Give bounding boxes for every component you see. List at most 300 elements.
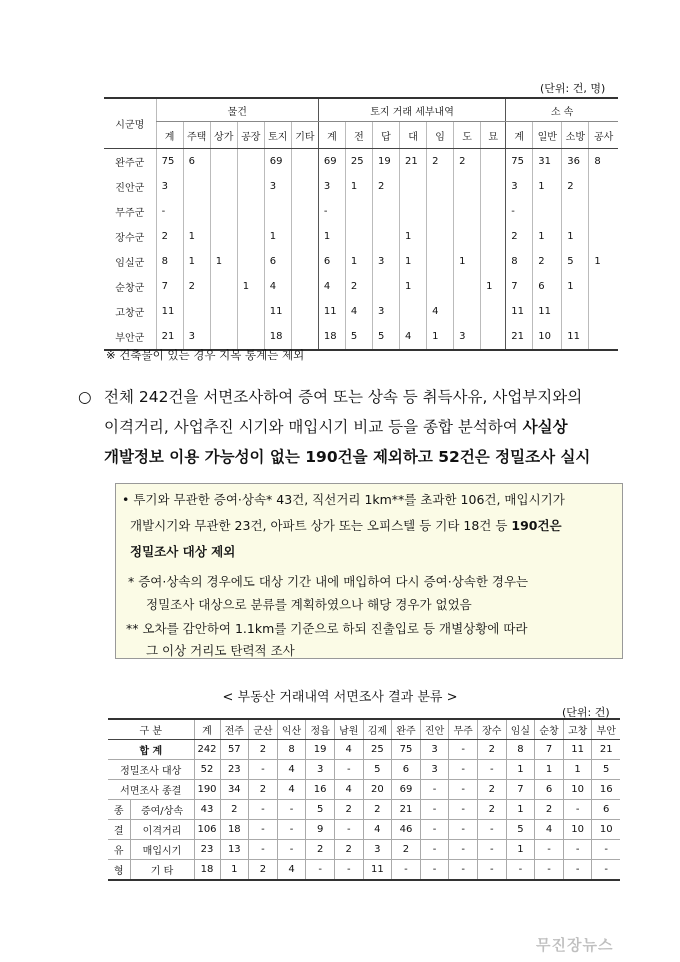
paragraph-line-2-text: 이격거리, 사업추진 시기와 매입시기 비교 등을 종합 분석하여 bbox=[104, 418, 523, 436]
table2-cell: - bbox=[592, 860, 620, 881]
table1-cell: 2 bbox=[183, 274, 210, 299]
table1-row-name: 고창군 bbox=[115, 308, 145, 319]
table1-cell: 19 bbox=[372, 149, 399, 175]
table2-cell: 10 bbox=[563, 780, 592, 800]
table1-cell bbox=[291, 199, 318, 224]
table1-cell: 18 bbox=[318, 324, 345, 350]
table1-cell: 11 bbox=[533, 299, 562, 324]
table-row bbox=[104, 199, 618, 224]
table1-cell: 11 bbox=[264, 299, 291, 324]
table2-cell: 2 bbox=[334, 800, 363, 820]
table1-cell: 4 bbox=[318, 274, 345, 299]
table1-cell bbox=[589, 274, 618, 299]
table2-cell: 2 bbox=[392, 840, 421, 860]
table2-cell: - bbox=[420, 820, 449, 840]
table2-cell: 21 bbox=[592, 740, 620, 760]
table2-header-10: 무주 bbox=[449, 719, 478, 740]
table2-cell: - bbox=[449, 860, 478, 881]
table2-group-letter: 형 bbox=[108, 860, 130, 881]
table2-caption: < 부동산 거래내역 서면조사 결과 분류 > bbox=[222, 690, 458, 705]
table2-cell: - bbox=[334, 760, 363, 780]
table1-cell: 3 bbox=[372, 299, 399, 324]
table2-cell: - bbox=[449, 820, 478, 840]
table1-unit: (단위: 건, 명) bbox=[540, 82, 606, 95]
table1-subheader-2: 상가 bbox=[210, 122, 237, 149]
table1-cell bbox=[210, 174, 237, 199]
table1-cell bbox=[589, 299, 618, 324]
table-row bbox=[104, 299, 618, 324]
table2-header-12: 임실 bbox=[506, 719, 535, 740]
table1-cell: 1 bbox=[183, 224, 210, 249]
table2-cell: 1 bbox=[535, 760, 564, 780]
table1-cell: 31 bbox=[533, 149, 562, 175]
table1-cell: 10 bbox=[533, 324, 562, 350]
table1-cell bbox=[481, 199, 506, 224]
table1-cell bbox=[237, 174, 264, 199]
table2-header-2: 전주 bbox=[220, 719, 249, 740]
table1-cell: 3 bbox=[318, 174, 345, 199]
table1-cell bbox=[427, 224, 454, 249]
table1-row-name: 순창군 bbox=[115, 283, 145, 294]
table1-cell bbox=[237, 149, 264, 175]
table2-cell: 13 bbox=[220, 840, 249, 860]
table1-cell bbox=[210, 299, 237, 324]
paragraph-line-3: 개발정보 이용 가능성이 없는 190건을 제외하고 52건은 정밀조사 실시 bbox=[104, 448, 591, 466]
table2-header-9: 진안 bbox=[420, 719, 449, 740]
table2-cell: 18 bbox=[194, 860, 220, 881]
table1-cell: 18 bbox=[264, 324, 291, 350]
table1-cell: 7 bbox=[156, 274, 183, 299]
table1-cell bbox=[237, 249, 264, 274]
table1-cell: 69 bbox=[264, 149, 291, 175]
table1-sub-header bbox=[104, 122, 618, 149]
table1-cell: 1 bbox=[427, 324, 454, 350]
table1-cell: 5 bbox=[345, 324, 372, 350]
box-note-2a: ** 오차를 감안하여 1.1km를 기준으로 하되 진출입로 등 개별상황에 따라 bbox=[126, 621, 528, 636]
table2-group-letter: 유 bbox=[108, 840, 130, 860]
table1-cell: 6 bbox=[318, 249, 345, 274]
table2-cell: - bbox=[249, 820, 278, 840]
table-row bbox=[108, 840, 620, 860]
table2-cell: - bbox=[249, 760, 278, 780]
table1-subheader-15: 소방 bbox=[562, 122, 589, 149]
table1-cell bbox=[454, 274, 481, 299]
table1-cell bbox=[454, 224, 481, 249]
table2-cell: 1 bbox=[220, 860, 249, 881]
table1-subheader-6: 계 bbox=[318, 122, 345, 149]
table1-cell: 1 bbox=[533, 174, 562, 199]
table1-group-0: 물건 bbox=[156, 98, 318, 122]
table1-row-name: 부안군 bbox=[115, 333, 145, 344]
table2-cell: 57 bbox=[220, 740, 249, 760]
table1-cell bbox=[562, 299, 589, 324]
table1-cell: 8 bbox=[506, 249, 533, 274]
box-line-3: 정밀조사 대상 제외 bbox=[130, 544, 236, 559]
table2-cell: 25 bbox=[363, 740, 392, 760]
table2-cell: 2 bbox=[535, 800, 564, 820]
box-line-2-text: 개발시기와 무관한 23건, 아파트 상가 또는 오피스텔 등 기타 18건 등 bbox=[130, 518, 512, 533]
table2-cell: 2 bbox=[334, 840, 363, 860]
table2-subrow-label: 증여/상속 bbox=[130, 800, 194, 820]
box-note-1a: * 증여·상속의 경우에도 대상 기간 내에 매입하여 다시 증여·상속한 경우는 bbox=[128, 574, 529, 589]
table1-subheader-0: 계 bbox=[156, 122, 183, 149]
table1-cell: 1 bbox=[264, 224, 291, 249]
table1-cell: 1 bbox=[183, 249, 210, 274]
table1-cell: 2 bbox=[454, 149, 481, 175]
table1-cell: 11 bbox=[156, 299, 183, 324]
table1-parcel-stats bbox=[104, 97, 618, 351]
table1-cell bbox=[589, 324, 618, 350]
table2-cell: 4 bbox=[277, 780, 306, 800]
table2-group-letter: 종 bbox=[108, 800, 130, 820]
table1-cell: 6 bbox=[183, 149, 210, 175]
table2-cell: 6 bbox=[392, 760, 421, 780]
table1-row-name: 무주군 bbox=[115, 208, 145, 219]
table2-cell: - bbox=[563, 840, 592, 860]
table1-cell: 4 bbox=[400, 324, 427, 350]
table1-cell bbox=[481, 249, 506, 274]
table2-row-label: 서면조사 종결 bbox=[108, 780, 194, 800]
table2-cell: - bbox=[420, 840, 449, 860]
table2-cell: 2 bbox=[477, 740, 506, 760]
table1-subheader-1: 주택 bbox=[183, 122, 210, 149]
table2-cell: - bbox=[449, 840, 478, 860]
table1-subheader-16: 공사 bbox=[589, 122, 618, 149]
table1-cell: 5 bbox=[372, 324, 399, 350]
table1-cell bbox=[183, 299, 210, 324]
table1-cell: 11 bbox=[506, 299, 533, 324]
table2-cell: 1 bbox=[506, 840, 535, 860]
box-note-1b: 정밀조사 대상으로 분류를 계획하였으나 해당 경우가 없었음 bbox=[146, 597, 472, 612]
table2-cell: - bbox=[592, 840, 620, 860]
table-row bbox=[104, 174, 618, 199]
table1-cell: 75 bbox=[506, 149, 533, 175]
table1-cell: 2 bbox=[156, 224, 183, 249]
table2-cell: 7 bbox=[535, 740, 564, 760]
table-row bbox=[108, 820, 620, 840]
table2-cell: 23 bbox=[194, 840, 220, 860]
table2-cell: 2 bbox=[249, 740, 278, 760]
table2-cell: 1 bbox=[506, 760, 535, 780]
table2-cell: 18 bbox=[220, 820, 249, 840]
table2-unit: (단위: 건) bbox=[562, 706, 610, 719]
table1-row-name: 임실군 bbox=[115, 258, 145, 269]
table1-cell bbox=[372, 274, 399, 299]
table2-cell: 11 bbox=[563, 740, 592, 760]
table1-cell bbox=[589, 174, 618, 199]
table1-cell bbox=[237, 224, 264, 249]
watermark: 무진장뉴스 bbox=[536, 936, 614, 954]
table2-cell: 7 bbox=[506, 780, 535, 800]
table1-cell bbox=[345, 199, 372, 224]
table2-cell: - bbox=[277, 840, 306, 860]
table2-header-14: 고창 bbox=[563, 719, 592, 740]
table2-cell: 10 bbox=[592, 820, 620, 840]
table1-cell bbox=[562, 199, 589, 224]
table2-cell: 5 bbox=[306, 800, 335, 820]
table2-cell: - bbox=[477, 840, 506, 860]
table2-header-4: 익산 bbox=[277, 719, 306, 740]
table2-subrow-label: 기 타 bbox=[130, 860, 194, 881]
table2-cell: 5 bbox=[506, 820, 535, 840]
table2-cell: 43 bbox=[194, 800, 220, 820]
table1-cell: 4 bbox=[345, 299, 372, 324]
table2-cell: - bbox=[334, 820, 363, 840]
table2-cell: - bbox=[420, 800, 449, 820]
table2-header-5: 정읍 bbox=[306, 719, 335, 740]
table1-cell: 4 bbox=[427, 299, 454, 324]
table1-cell: 1 bbox=[345, 174, 372, 199]
table1-cell: 1 bbox=[318, 224, 345, 249]
table1-cell: 1 bbox=[533, 224, 562, 249]
table1-cell bbox=[372, 224, 399, 249]
table2-cell: 2 bbox=[249, 780, 278, 800]
table1-cell bbox=[264, 199, 291, 224]
paragraph-line-2-bold: 사실상 bbox=[522, 418, 568, 436]
table2-cell: 3 bbox=[420, 740, 449, 760]
table2-cell: - bbox=[249, 800, 278, 820]
table2-cell: 4 bbox=[277, 760, 306, 780]
box-line-2-bold: 190건은 bbox=[511, 518, 562, 533]
table1-cell bbox=[291, 299, 318, 324]
table1-cell: 1 bbox=[237, 274, 264, 299]
table1-cell bbox=[400, 174, 427, 199]
table1-cell: 7 bbox=[506, 274, 533, 299]
table-row bbox=[104, 249, 618, 274]
table1-cell: 21 bbox=[156, 324, 183, 350]
table2-cell: 3 bbox=[306, 760, 335, 780]
table1-cell: 2 bbox=[506, 224, 533, 249]
table1-note: ※ 건축물이 있는 경우 지목 통계는 제외 bbox=[106, 348, 305, 362]
table1-cell: 21 bbox=[506, 324, 533, 350]
table1-cell bbox=[481, 324, 506, 350]
table1-subheader-5: 기타 bbox=[291, 122, 318, 149]
table2-row-label: 정밀조사 대상 bbox=[108, 760, 194, 780]
table2-cell: 2 bbox=[477, 780, 506, 800]
table2-cell: - bbox=[306, 860, 335, 881]
table2-cell: - bbox=[420, 860, 449, 881]
table1-cell: 2 bbox=[372, 174, 399, 199]
table2-cell: - bbox=[506, 860, 535, 881]
table1-cell: 1 bbox=[562, 224, 589, 249]
table2-cell: 1 bbox=[506, 800, 535, 820]
table1-cell: 3 bbox=[454, 324, 481, 350]
table2-cell: 2 bbox=[220, 800, 249, 820]
table1-cell bbox=[210, 274, 237, 299]
table2-subrow-label: 이격거리 bbox=[130, 820, 194, 840]
table1-subheader-3: 공장 bbox=[237, 122, 264, 149]
table1-cell: 1 bbox=[400, 249, 427, 274]
table1-cell: 8 bbox=[156, 249, 183, 274]
table-row bbox=[108, 760, 620, 780]
table2-group-letter: 결 bbox=[108, 820, 130, 840]
table2-header-0: 구 분 bbox=[108, 719, 194, 740]
table1-cell bbox=[400, 299, 427, 324]
table2-cell: 4 bbox=[334, 740, 363, 760]
table1-cell bbox=[454, 199, 481, 224]
paragraph-line-1: 전체 242건을 서면조사하여 증여 또는 상속 등 취득사유, 사업부지와의 bbox=[104, 388, 583, 406]
table2-cell: 5 bbox=[363, 760, 392, 780]
table1-cell: 2 bbox=[427, 149, 454, 175]
table2-cell: - bbox=[277, 820, 306, 840]
table1-cell bbox=[481, 149, 506, 175]
table1-row-name: 진안군 bbox=[115, 183, 145, 194]
table1-row-name: 완주군 bbox=[115, 158, 145, 169]
table1-cell bbox=[427, 249, 454, 274]
table2-cell: 10 bbox=[563, 820, 592, 840]
table1-cell bbox=[454, 174, 481, 199]
box-note-2b: 그 이상 거리도 탄력적 조사 bbox=[146, 643, 295, 658]
table1-cell bbox=[345, 224, 372, 249]
table2-header-15: 부안 bbox=[592, 719, 620, 740]
table2-cell: 16 bbox=[306, 780, 335, 800]
table2-cell: 6 bbox=[592, 800, 620, 820]
table2-cell: - bbox=[420, 780, 449, 800]
table1-cell bbox=[427, 174, 454, 199]
table1-cell: 1 bbox=[562, 274, 589, 299]
table2-header-3: 군산 bbox=[249, 719, 278, 740]
table2-cell: 46 bbox=[392, 820, 421, 840]
table-row bbox=[108, 740, 620, 760]
table1-cell: 1 bbox=[589, 249, 618, 274]
table1-cell: 3 bbox=[156, 174, 183, 199]
table2-cell: 34 bbox=[220, 780, 249, 800]
table1-group-1: 토지 거래 세부내역 bbox=[318, 98, 505, 122]
table1-cell: 8 bbox=[589, 149, 618, 175]
table1-cell bbox=[589, 199, 618, 224]
table2-cell: - bbox=[249, 840, 278, 860]
table1-cell bbox=[372, 199, 399, 224]
table1-cell bbox=[481, 174, 506, 199]
table1-cell: 25 bbox=[345, 149, 372, 175]
table1-cell: 5 bbox=[562, 249, 589, 274]
table2-cell: 9 bbox=[306, 820, 335, 840]
table2-cell: 8 bbox=[506, 740, 535, 760]
table2-cell: 6 bbox=[535, 780, 564, 800]
table1-cell bbox=[237, 199, 264, 224]
table1-subheader-8: 답 bbox=[372, 122, 399, 149]
table1-cell: 1 bbox=[454, 249, 481, 274]
table1-cell bbox=[533, 199, 562, 224]
table2-header-6: 남원 bbox=[334, 719, 363, 740]
table2-cell: 5 bbox=[592, 760, 620, 780]
table2-cell: - bbox=[334, 860, 363, 881]
table2-cell: 4 bbox=[363, 820, 392, 840]
table2-cell: 3 bbox=[420, 760, 449, 780]
table2-subrow-label: 매입시기 bbox=[130, 840, 194, 860]
table1-row-name: 장수군 bbox=[115, 233, 145, 244]
table2-cell: 20 bbox=[363, 780, 392, 800]
table2-header-1: 계 bbox=[194, 719, 220, 740]
table1-cell: 2 bbox=[345, 274, 372, 299]
table2-cell: 2 bbox=[249, 860, 278, 881]
table1-cell bbox=[427, 199, 454, 224]
table2-cell: 52 bbox=[194, 760, 220, 780]
table1-subheader-13: 계 bbox=[506, 122, 533, 149]
box-line-2 bbox=[130, 516, 562, 534]
table1-cell: 1 bbox=[345, 249, 372, 274]
table2-cell: 16 bbox=[592, 780, 620, 800]
table1-cell: 1 bbox=[400, 224, 427, 249]
table2-cell: 8 bbox=[277, 740, 306, 760]
table1-cell: 3 bbox=[372, 249, 399, 274]
table2-cell: 21 bbox=[392, 800, 421, 820]
table1-cell bbox=[427, 274, 454, 299]
table2-cell: 69 bbox=[392, 780, 421, 800]
table2-cell: 2 bbox=[477, 800, 506, 820]
table1-cell: 3 bbox=[183, 324, 210, 350]
paragraph-bullet: ○ bbox=[78, 388, 92, 406]
table2-header-8: 완주 bbox=[392, 719, 421, 740]
table1-cell bbox=[454, 299, 481, 324]
table1-subheader-10: 임 bbox=[427, 122, 454, 149]
table1-cell: - bbox=[506, 199, 533, 224]
table2-cell: - bbox=[563, 800, 592, 820]
table1-cell bbox=[481, 224, 506, 249]
table1-cell: - bbox=[156, 199, 183, 224]
table1-cell: 4 bbox=[264, 274, 291, 299]
table1-cell: - bbox=[318, 199, 345, 224]
table1-cell bbox=[291, 174, 318, 199]
table2-cell: - bbox=[449, 740, 478, 760]
table1-cell: 3 bbox=[506, 174, 533, 199]
table1-cell: 6 bbox=[533, 274, 562, 299]
table1-subheader-4: 토지 bbox=[264, 122, 291, 149]
table2-header-11: 장수 bbox=[477, 719, 506, 740]
table-row bbox=[104, 149, 618, 175]
table1-cell bbox=[400, 199, 427, 224]
table1-cell bbox=[183, 174, 210, 199]
paragraph-line-2 bbox=[104, 412, 568, 442]
table2-cell: 190 bbox=[194, 780, 220, 800]
table2-cell: 4 bbox=[334, 780, 363, 800]
table2-cell: 11 bbox=[363, 860, 392, 881]
table1-subheader-14: 일반 bbox=[533, 122, 562, 149]
table1-cell: 2 bbox=[562, 174, 589, 199]
table1-corner: 시군명 bbox=[104, 98, 156, 149]
table2-cell: - bbox=[449, 760, 478, 780]
table2-cell: 1 bbox=[563, 760, 592, 780]
table1-cell: 1 bbox=[400, 274, 427, 299]
table2-cell: - bbox=[449, 780, 478, 800]
table2-header-13: 순창 bbox=[535, 719, 564, 740]
table1-cell bbox=[291, 274, 318, 299]
table-row bbox=[108, 780, 620, 800]
table-row bbox=[104, 224, 618, 249]
table2-cell: - bbox=[535, 860, 564, 881]
table1-cell bbox=[210, 149, 237, 175]
table1-cell: 11 bbox=[318, 299, 345, 324]
table2-cell: 4 bbox=[277, 860, 306, 881]
table1-cell bbox=[291, 224, 318, 249]
table2-cell: 75 bbox=[392, 740, 421, 760]
table2-cell: - bbox=[563, 860, 592, 881]
table2-cell: - bbox=[477, 760, 506, 780]
table2-cell: - bbox=[477, 860, 506, 881]
box-line-1: • 투기와 무관한 증여·상속* 43건, 직선거리 1km**를 초과한 106건, 매입시기가 bbox=[122, 492, 565, 507]
table1-cell bbox=[589, 224, 618, 249]
table1-subheader-9: 대 bbox=[400, 122, 427, 149]
table1-subheader-12: 묘 bbox=[481, 122, 506, 149]
table1-cell: 6 bbox=[264, 249, 291, 274]
table1-cell bbox=[291, 149, 318, 175]
table2-cell: 23 bbox=[220, 760, 249, 780]
table1-cell: 2 bbox=[533, 249, 562, 274]
table1-cell bbox=[237, 299, 264, 324]
table2-cell: 2 bbox=[363, 800, 392, 820]
table2-cell: 3 bbox=[363, 840, 392, 860]
table2-cell: 2 bbox=[306, 840, 335, 860]
